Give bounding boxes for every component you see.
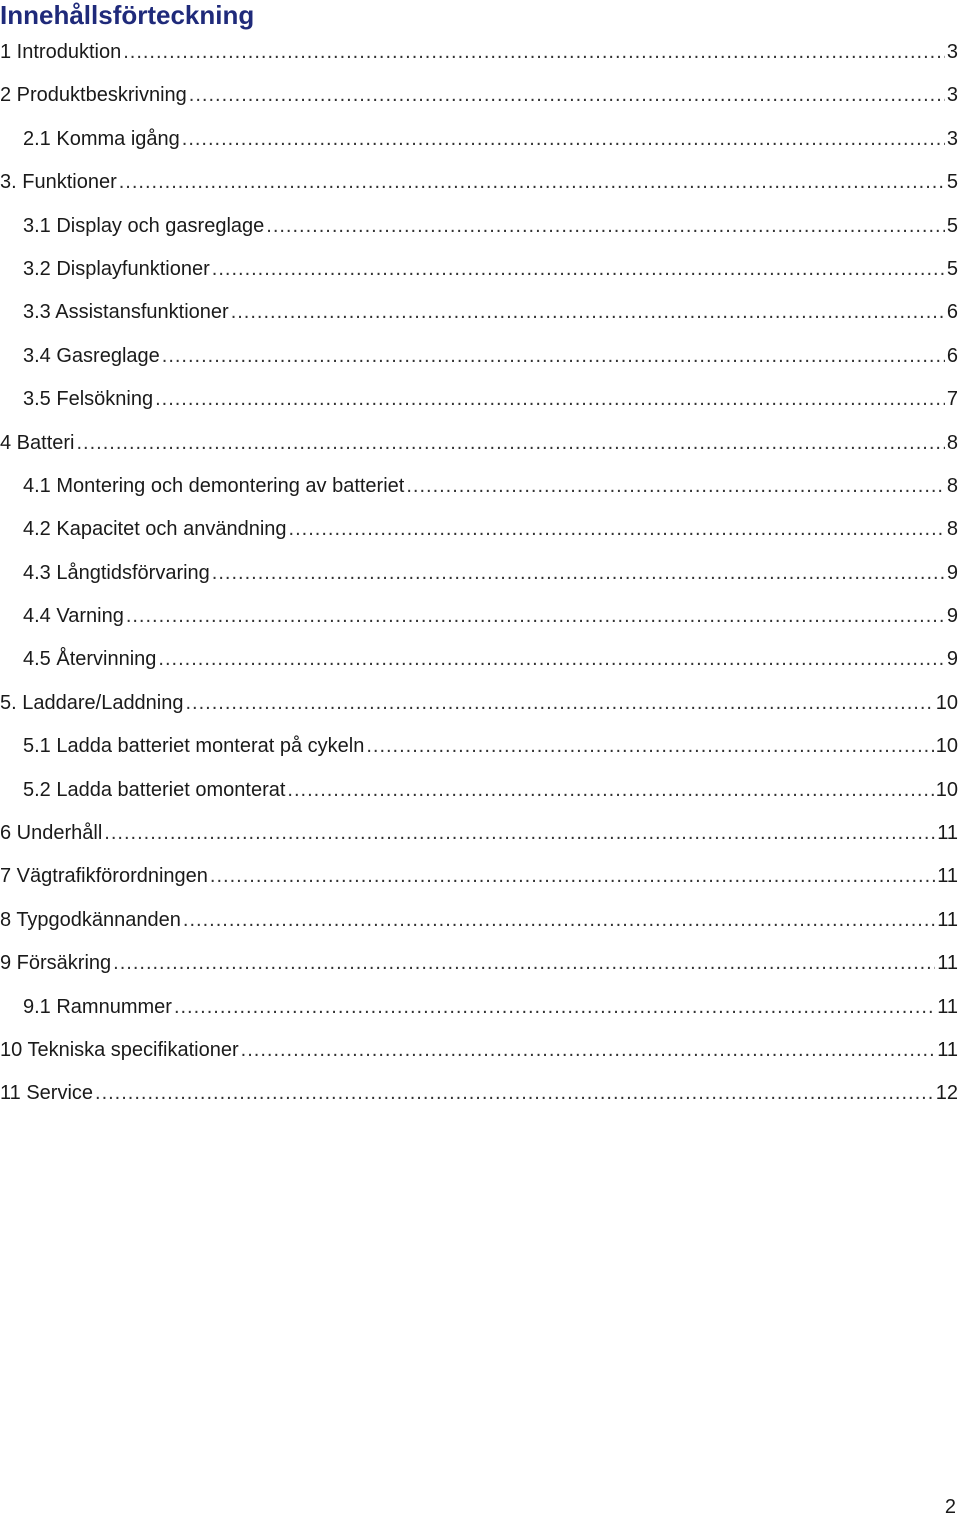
dot-leader: [155, 380, 945, 418]
toc-entry-ladda-omonterat[interactable]: [0, 771, 960, 814]
dot-leader: [212, 554, 945, 592]
toc-entry-tekniska-specifikationer[interactable]: [0, 1031, 960, 1074]
toc-entry-label: 5.1 Ladda batteriet monterat på cykeln: [23, 735, 365, 758]
toc-entry-varning[interactable]: [0, 597, 960, 640]
toc-entry-ladda-monterat[interactable]: [0, 727, 960, 770]
toc-entry-page: 5: [946, 214, 958, 237]
toc-entry-page: 6: [946, 301, 958, 324]
toc-entry-label: 11 Service: [0, 1082, 94, 1105]
dot-leader: [212, 250, 945, 288]
toc-entry-displayfunktioner[interactable]: [0, 250, 960, 293]
toc-entry-assistansfunktioner[interactable]: [0, 293, 960, 336]
toc-entry-page: 11: [937, 908, 958, 931]
dot-leader: [182, 120, 945, 158]
toc-entry-page: 3: [946, 127, 958, 150]
toc-entry-label: 2 Produktbeskrivning: [0, 84, 187, 107]
toc-title: Innehållsförteckning: [0, 0, 255, 30]
dot-leader: [183, 901, 935, 939]
toc-entry-introduktion[interactable]: [0, 33, 960, 76]
toc-entry-label: 9 Försäkring: [0, 952, 112, 975]
toc-entry-page: 10: [935, 778, 958, 801]
dot-leader: [113, 944, 935, 982]
toc-entry-page: 11: [937, 995, 958, 1018]
toc-entry-label: 4.5 Återvinning: [23, 648, 157, 671]
toc-entry-display-och-gasreglage[interactable]: [0, 207, 960, 250]
toc-entry-page: 11: [937, 822, 958, 845]
toc-entry-label: 4.3 Långtidsförvaring: [23, 561, 210, 584]
toc-entry-label: 5. Laddare/Laddning: [0, 691, 184, 714]
toc-entry-page: 8: [946, 474, 958, 497]
dot-leader: [289, 510, 945, 548]
toc-entry-label: 5.2 Ladda batteriet omonterat: [23, 778, 286, 801]
toc-entry-page: 8: [946, 518, 958, 541]
toc-entry-page: 3: [946, 84, 958, 107]
toc-entry-page: 10: [935, 735, 958, 758]
toc-entry-label: 4.2 Kapacitet och användning: [23, 518, 287, 541]
toc-entry-montering-och-demontering[interactable]: [0, 467, 960, 510]
toc-entry-produktbeskrivning[interactable]: [0, 76, 960, 119]
dot-leader: [95, 1074, 934, 1112]
table-of-contents: [0, 33, 960, 1118]
toc-entry-forsakring[interactable]: [0, 944, 960, 987]
toc-entry-batteri[interactable]: [0, 424, 960, 467]
dot-leader: [76, 424, 944, 462]
dot-leader: [174, 988, 935, 1026]
toc-entry-vagtrafikforordningen[interactable]: [0, 857, 960, 900]
toc-entry-label: 3.5 Felsökning: [23, 388, 154, 411]
toc-entry-label: 10 Tekniska specifikationer: [0, 1038, 239, 1061]
toc-entry-label: 7 Vägtrafikförordningen: [0, 865, 208, 888]
dot-leader: [123, 33, 945, 71]
toc-entry-page: 11: [937, 865, 958, 888]
toc-entry-label: 8 Typgodkännanden: [0, 908, 181, 931]
toc-entry-ramnummer[interactable]: [0, 988, 960, 1031]
toc-entry-page: 6: [946, 344, 958, 367]
toc-entry-label: 3.4 Gasreglage: [23, 344, 160, 367]
toc-entry-page: 11: [937, 1038, 958, 1061]
toc-entry-page: 5: [946, 257, 958, 280]
dot-leader: [186, 684, 934, 722]
page-number: 2: [944, 1496, 956, 1518]
dot-leader: [158, 640, 944, 678]
dot-leader: [104, 814, 935, 852]
toc-entry-label: 6 Underhåll: [0, 822, 103, 845]
dot-leader: [126, 597, 945, 635]
toc-entry-page: 7: [946, 388, 958, 411]
toc-entry-page: 9: [946, 648, 958, 671]
dot-leader: [266, 207, 945, 245]
toc-entry-label: 9.1 Ramnummer: [23, 995, 172, 1018]
toc-entry-page: 8: [946, 431, 958, 454]
toc-entry-label: 1 Introduktion: [0, 41, 122, 63]
toc-entry-felsokning[interactable]: [0, 380, 960, 423]
toc-entry-page: 9: [946, 605, 958, 628]
toc-entry-page: 9: [946, 561, 958, 584]
toc-entry-label: 4.4 Varning: [23, 605, 124, 628]
toc-entry-funktioner[interactable]: [0, 163, 960, 206]
toc-entry-kapacitet-och-anvandning[interactable]: [0, 510, 960, 553]
toc-entry-langtidsforvaring[interactable]: [0, 554, 960, 597]
toc-entry-service[interactable]: [0, 1074, 960, 1117]
toc-entry-label: 4.1 Montering och demontering av batteriet: [23, 474, 405, 497]
toc-entry-label: 3.3 Assistansfunktioner: [23, 301, 229, 324]
toc-entry-label: 2.1 Komma igång: [23, 127, 180, 150]
dot-leader: [241, 1031, 936, 1069]
toc-entry-atervinning[interactable]: [0, 640, 960, 683]
dot-leader: [366, 727, 933, 765]
toc-entry-laddare-laddning[interactable]: [0, 684, 960, 727]
toc-entry-gasreglage[interactable]: [0, 337, 960, 380]
toc-entry-underhall[interactable]: [0, 814, 960, 857]
dot-leader: [210, 857, 935, 895]
toc-entry-page: 11: [937, 952, 958, 975]
dot-leader: [162, 337, 945, 375]
dot-leader: [231, 293, 945, 331]
toc-entry-komma-igang[interactable]: [0, 120, 960, 163]
toc-entry-label: 3.2 Displayfunktioner: [23, 257, 210, 280]
toc-entry-label: 4 Batteri: [0, 431, 75, 454]
toc-entry-typgodkannanden[interactable]: [0, 901, 960, 944]
toc-entry-page: 10: [935, 691, 958, 714]
toc-entry-page: 3: [946, 41, 958, 63]
toc-entry-label: 3.1 Display och gasreglage: [23, 214, 265, 237]
dot-leader: [119, 163, 945, 201]
dot-leader: [287, 771, 933, 809]
toc-entry-label: 3. Funktioner: [0, 171, 117, 194]
toc-entry-page: 12: [935, 1082, 958, 1105]
dot-leader: [189, 76, 945, 114]
dot-leader: [406, 467, 945, 505]
toc-entry-page: 5: [946, 171, 958, 194]
